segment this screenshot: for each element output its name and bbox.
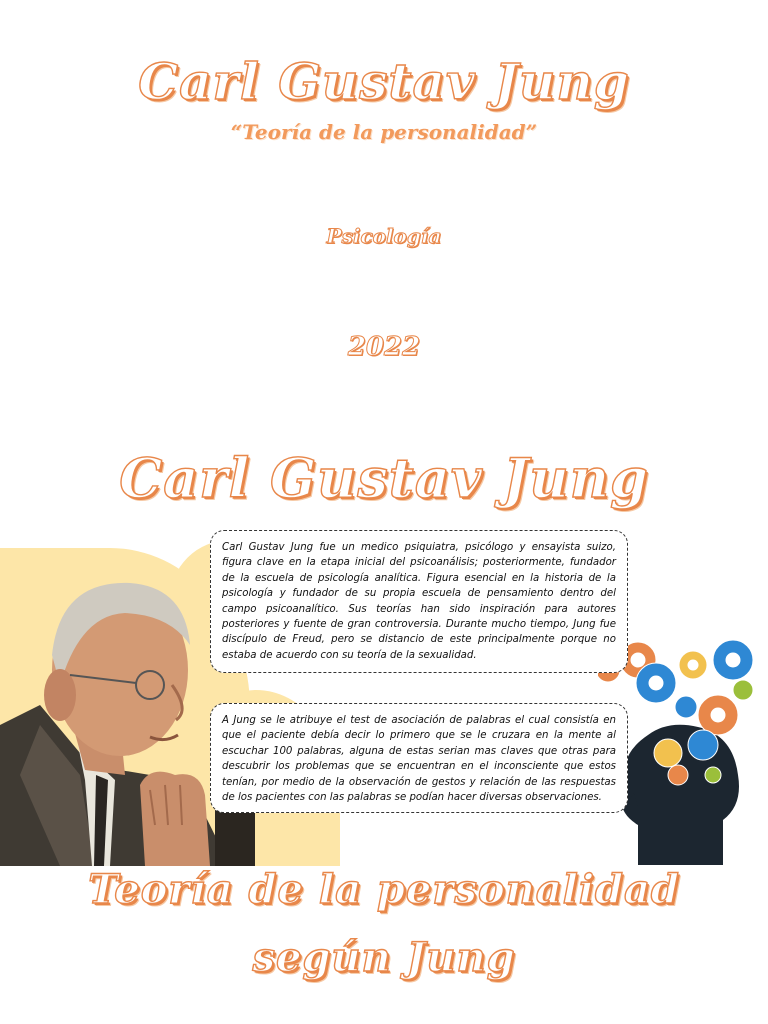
personality-theory-heading-line1: Teoría de la personalidad xyxy=(88,866,680,913)
cover-year: 2022 xyxy=(347,332,421,362)
section-heading: Carl Gustav Jung xyxy=(119,446,649,510)
cover-subject: Psicología xyxy=(326,224,442,248)
cover-subtitle: “Teoría de la personalidad” xyxy=(230,120,538,144)
association-test-textbox: A Jung se le atribuye el test de asociación de palabras el cual consistía en que el paciente debía decir lo primero que se le cruzara en la mente al escuchar 100 palabras, alguna de estas serian mas claves que otras para descubrir los problemas que se encuentran en el inconsciente que estos tenían, por medio de la observación de gestos y relación de las respuestas de los pacientes con las palabras se podían hacer diversas observaciones. xyxy=(210,703,628,813)
biography-textbox: Carl Gustav Jung fue un medico psiquiatra, psicólogo y ensayista suizo, figura clave en la etapa inicial del psicoanálisis; posteriormente, fundador de la escuela de psicología analítica. Figura esencial en la historia de la psicología y fundador de su propia escuela de pensamiento dentro del campo psicoanalítico. Sus teorías han sido inspiración para autores posteriores y fuente de gran controversia. Durante mucho tiempo, Jung fue discípulo de Freud, pero se distancio de este principalmente porque no estaba de acuerdo con su teoría de la sexualidad. xyxy=(210,530,628,673)
cover-title: Carl Gustav Jung xyxy=(138,52,630,111)
personality-theory-heading-line2: según Jung xyxy=(252,934,516,981)
